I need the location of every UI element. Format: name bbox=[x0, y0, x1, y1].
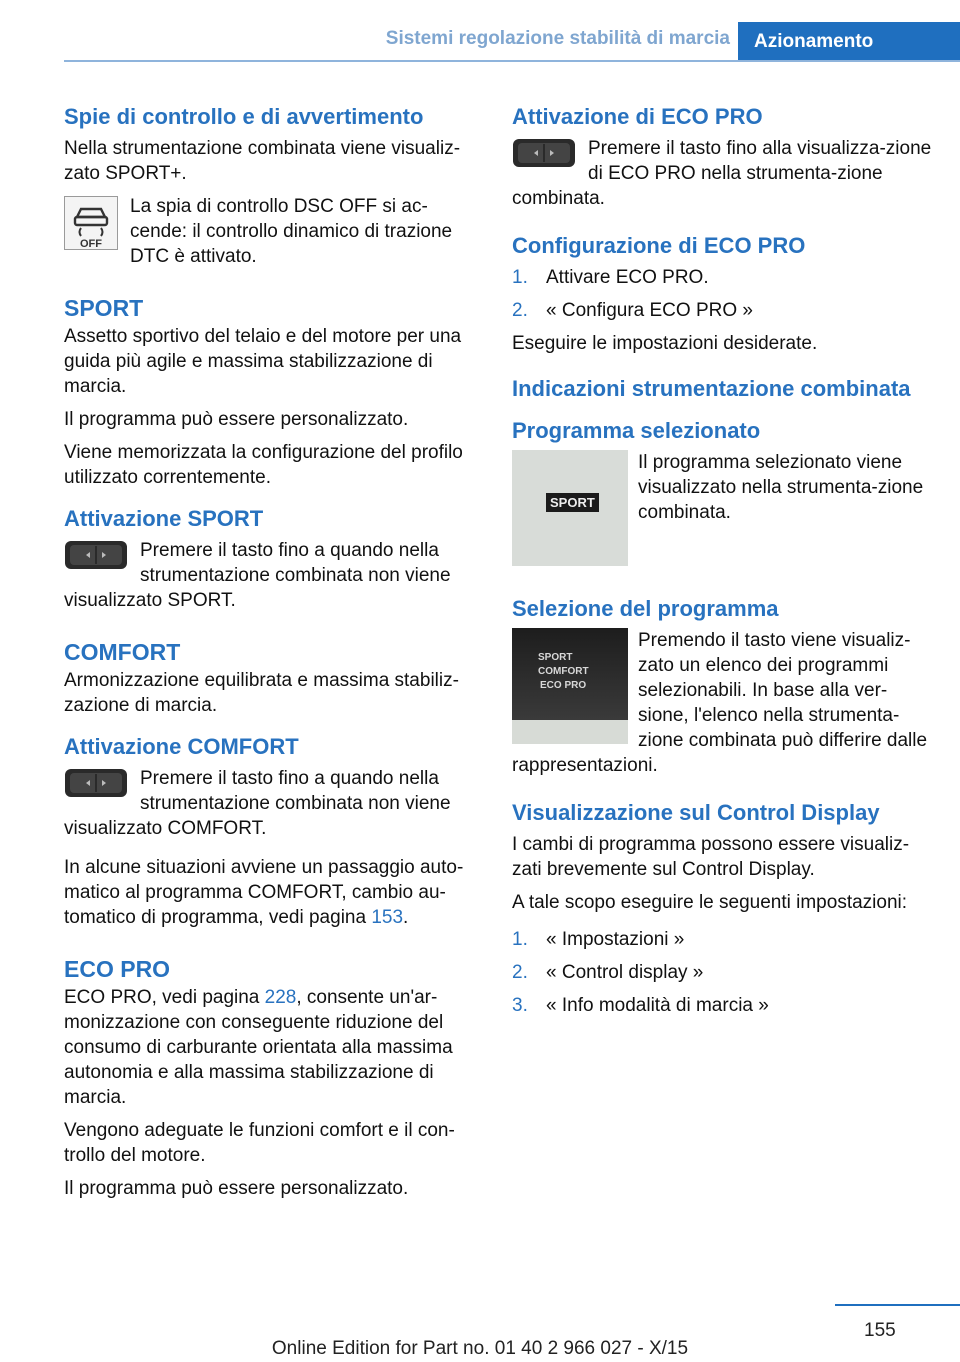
left-column bbox=[64, 104, 482, 1209]
heading-activate-sport: Attivazione SPORT bbox=[64, 506, 264, 531]
step-text: Attivare ECO PRO. bbox=[546, 267, 709, 288]
heading-sport: SPORT bbox=[64, 295, 144, 321]
cluster-display-list-image bbox=[512, 628, 628, 744]
header-rule bbox=[64, 60, 960, 62]
selected-program-block bbox=[512, 450, 932, 574]
list-item bbox=[512, 298, 932, 323]
edition-note: Online Edition for Part no. 01 40 2 966 027 - X/15 bbox=[271, 1338, 689, 1359]
list-item bbox=[512, 265, 932, 290]
page-link-228[interactable]: 228 bbox=[264, 987, 297, 1008]
paragraph: I cambi di programma possono essere visualiz-zati brevemente sul Control Display. bbox=[512, 834, 910, 880]
page-number: 155 bbox=[864, 1320, 896, 1341]
activate-sport-block bbox=[64, 538, 482, 613]
configure-steps-list bbox=[512, 265, 932, 323]
footer-rule bbox=[835, 1304, 960, 1306]
paragraph: Vengono adeguate le funzioni comfort e il con-trollo del motore. bbox=[64, 1120, 455, 1166]
dsc-off-warning-icon bbox=[64, 196, 118, 250]
display-list-item: SPORT bbox=[538, 652, 573, 663]
driving-mode-button-icon bbox=[64, 768, 128, 798]
step-text: « Configura ECO PRO » bbox=[546, 300, 753, 321]
heading-control-display: Visualizzazione sul Control Display bbox=[512, 800, 880, 825]
heading-configure-eco-pro: Configurazione di ECO PRO bbox=[512, 233, 806, 258]
step-text: « Control display » bbox=[546, 962, 704, 983]
heading-program-selection: Selezione del programma bbox=[512, 596, 779, 621]
paragraph-eco bbox=[64, 985, 482, 1110]
paragraph: Assetto sportivo del telaio e del motore per una guida più agile e massima stabilizzazione di marcia. bbox=[64, 326, 462, 397]
step-text: « Info modalità di marcia » bbox=[546, 995, 769, 1016]
paragraph: Il programma può essere personalizzato. bbox=[64, 1178, 409, 1199]
list-item bbox=[512, 960, 932, 985]
paragraph: A tale scopo eseguire le seguenti impostazioni: bbox=[512, 892, 908, 913]
list-item bbox=[512, 927, 932, 952]
car-skid-icon bbox=[65, 197, 117, 249]
text: . bbox=[403, 907, 409, 928]
paragraph: Nella strumentazione combinata viene visualiz-zato SPORT+. bbox=[64, 138, 461, 184]
activate-comfort-block bbox=[64, 766, 482, 841]
dsc-off-icon-text: OFF bbox=[80, 238, 102, 249]
paragraph: Il programma può essere personalizzato. bbox=[64, 409, 409, 430]
heading-selected-program: Programma selezionato bbox=[512, 418, 761, 443]
heading-activate-comfort: Attivazione COMFORT bbox=[64, 734, 299, 759]
running-header-section: Sistemi regolazione stabilità di marcia bbox=[385, 28, 730, 49]
paragraph: Premere il tasto fino a quando nella strumentazione combinata non viene visualizzato COMFORT. bbox=[64, 768, 451, 839]
paragraph-auto-change bbox=[64, 855, 482, 930]
display-label: SPORT bbox=[546, 493, 599, 512]
heading-warning-lights: Spie di controllo e di avvertimento bbox=[64, 104, 424, 129]
right-column bbox=[512, 104, 932, 1026]
display-list-item: COMFORT bbox=[538, 666, 589, 677]
heading-eco-pro: ECO PRO bbox=[64, 956, 171, 982]
step-number: 2. bbox=[512, 300, 528, 321]
activate-eco-block bbox=[512, 136, 932, 211]
text: ECO PRO, vedi pagina bbox=[64, 987, 265, 1008]
list-item bbox=[512, 993, 932, 1018]
driving-mode-button-icon bbox=[512, 138, 576, 168]
paragraph: Viene memorizzata la configurazione del profilo utilizzato correntemente. bbox=[64, 442, 463, 488]
page-link-153[interactable]: 153 bbox=[371, 907, 404, 928]
step-number: 1. bbox=[512, 929, 528, 950]
paragraph: Eseguire le impostazioni desiderate. bbox=[512, 333, 818, 354]
control-display-steps-list bbox=[512, 927, 932, 1018]
step-text: « Impostazioni » bbox=[546, 929, 685, 950]
paragraph: Premendo il tasto viene visualiz-zato un elenco dei programmi selezionabili. In base alla ver-sione, l'elenco nella strumenta-zione combinata può differire dalle rappresentazioni. bbox=[512, 630, 928, 776]
display-list-item: ECO PRO bbox=[540, 680, 587, 691]
text: , consente un'ar-monizzazione con conseguente riduzione del consumo di carburante orientata alla massima autonomia e alla massima stabilizzazione di marcia. bbox=[64, 987, 453, 1108]
paragraph: Premere il tasto fino a quando nella strumentazione combinata non viene visualizzato SPORT. bbox=[64, 540, 451, 611]
step-number: 2. bbox=[512, 962, 528, 983]
driving-mode-button-icon bbox=[64, 540, 128, 570]
heading-activate-eco-pro: Attivazione di ECO PRO bbox=[512, 104, 763, 129]
step-number: 3. bbox=[512, 995, 528, 1016]
paragraph: La spia di controllo DSC OFF si ac-cende: il controllo dinamico di trazione DTC è attivato. bbox=[130, 196, 453, 267]
text: In alcune situazioni avviene un passaggio auto-matico al programma COMFORT, cambio au-tomatico di programma, vedi pagina bbox=[64, 857, 464, 928]
paragraph: Premere il tasto fino alla visualizza-zione di ECO PRO nella strumenta-zione combinata. bbox=[512, 138, 932, 209]
cluster-display-sport-image bbox=[512, 450, 628, 566]
step-number: 1. bbox=[512, 267, 528, 288]
paragraph: Il programma selezionato viene visualizzato nella strumenta-zione combinata. bbox=[638, 452, 924, 523]
heading-instrument-cluster: Indicazioni strumentazione combinata bbox=[512, 376, 911, 401]
running-header-tab: Azionamento bbox=[738, 22, 960, 62]
paragraph: Armonizzazione equilibrata e massima stabiliz-zazione di marcia. bbox=[64, 670, 459, 716]
heading-comfort: COMFORT bbox=[64, 639, 181, 665]
dsc-off-block bbox=[64, 194, 482, 269]
program-selection-block bbox=[512, 628, 932, 778]
